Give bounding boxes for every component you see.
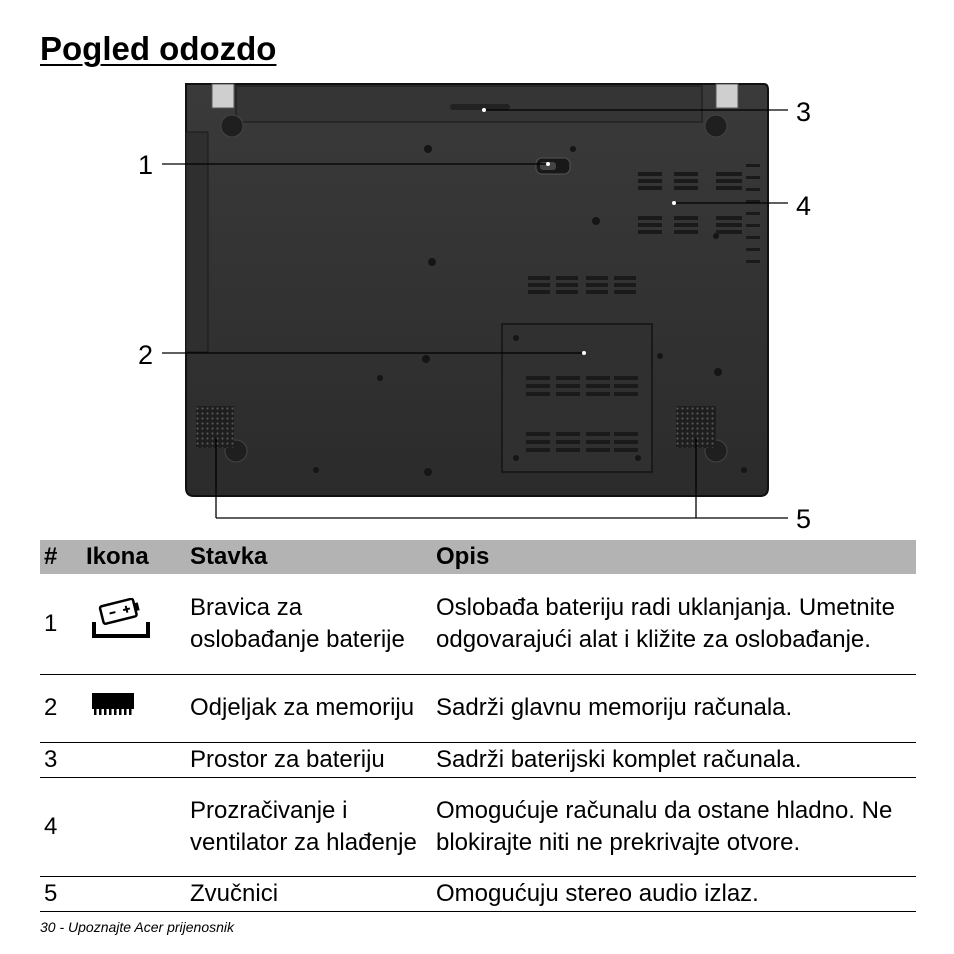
- callout-5: 5: [796, 504, 812, 534]
- memory-chip-icon: [90, 691, 136, 717]
- row-description: Sadrži baterijski komplet računala.: [432, 742, 916, 777]
- laptop-bottom-diagram: [0, 76, 954, 536]
- header-number: #: [40, 540, 82, 574]
- row-number: 2: [40, 674, 82, 742]
- page-footer: 30 - Upoznajte Acer prijenosnik: [40, 919, 235, 935]
- row-item: Zvučnici: [186, 876, 432, 911]
- row-description: Oslobađa bateriju radi uklanjanja. Umetnite odgovarajući alat i kližite za oslobađanje.: [432, 574, 916, 674]
- laptop-body: [186, 84, 768, 496]
- row-item: Bravica za oslobađanje baterije: [186, 574, 432, 674]
- row-item: Prozračivanje i ventilator za hlađenje: [186, 777, 432, 876]
- header-item: Stavka: [186, 540, 432, 574]
- header-description: Opis: [432, 540, 916, 574]
- table-row: [40, 777, 916, 876]
- table-row: [40, 674, 916, 742]
- row-description: Omogućuju stereo audio izlaz.: [432, 876, 916, 911]
- row-number: 1: [40, 574, 82, 674]
- battery-release-icon: [90, 598, 154, 640]
- components-table: [40, 540, 916, 912]
- row-number: 3: [40, 742, 82, 777]
- header-icon: Ikona: [82, 540, 186, 574]
- table-header-row: [40, 540, 916, 574]
- row-number: 4: [40, 777, 82, 876]
- table-row: [40, 742, 916, 777]
- table-row: [40, 876, 916, 911]
- page-title: Pogled odozdo: [40, 30, 277, 67]
- table-row: [40, 574, 916, 674]
- row-number: 5: [40, 876, 82, 911]
- row-description: Sadrži glavnu memoriju računala.: [432, 674, 916, 742]
- callout-3: 3: [796, 97, 812, 127]
- callout-2: 2: [138, 340, 154, 370]
- callout-1: 1: [138, 150, 154, 180]
- row-item: Odjeljak za memoriju: [186, 674, 432, 742]
- row-description: Omogućuje računalu da ostane hladno. Ne blokirajte niti ne prekrivajte otvore.: [432, 777, 916, 876]
- row-item: Prostor za bateriju: [186, 742, 432, 777]
- callout-4: 4: [796, 191, 812, 221]
